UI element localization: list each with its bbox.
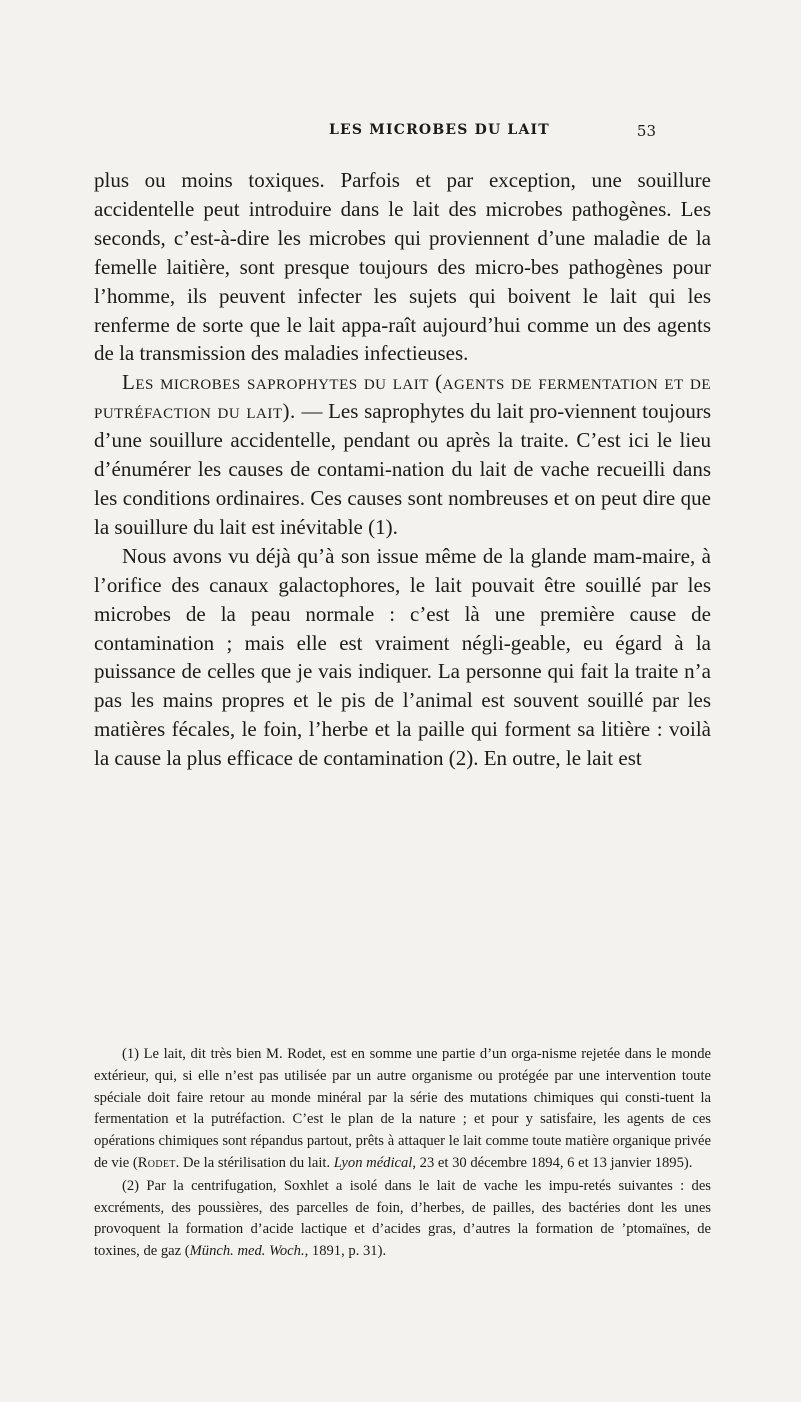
- footnote-2-end: , 1891, p. 31).: [304, 1243, 387, 1260]
- footnote-1: [94, 1044, 711, 1175]
- footnote-2: [94, 1176, 711, 1263]
- section-heading: Les microbes saprophytes du lait (agents de fermentation et de putréfaction du lait).: [94, 370, 711, 424]
- footnote-1-text: (1) Le lait, dit très bien M. Rodet, est en somme une partie d’un orga-nisme rejetée dans le monde extérieur, qui, si elle n’est pas utilisée par un autre organisme ou protégée par une intervention toute spéciale doit faire retour au monde minéral par la série des mutations chimiques qui consti-tuent la fermentation et la putréfaction. C’est le plan de la nature ; et pour y satisfaire, les agents de ces opérations chimiques sont répandus partout, prêts à attaquer le lait comme toute matière organique privée de vie (: [94, 1046, 711, 1171]
- running-title: LES MICROBES DU LAIT: [329, 122, 550, 138]
- page-number: 53: [636, 122, 656, 140]
- footnote-2-journal: Münch. med. Woch.: [189, 1243, 305, 1260]
- paragraph-3: Nous avons vu déjà qu’à son issue même de la glande mam-maire, à l’orifice des canaux galactophores, le lait pouvait être souillé par les microbes de la peau normale : c’est là une première cause de contamination ; mais elle est vraiment négli-geable, eu égard à la puissance de celles que je vais indiquer. La personne qui fait la traite n’a pas les mains propres et le pis de l’animal est souvent souillé par les matières fécales, le foin, l’herbe et la paille qui forment sa litière : voilà la cause la plus efficace de contamination (2). En outre, le lait est: [94, 543, 711, 771]
- paragraph-2-text: — Les saprophytes du lait pro-viennent toujours d’une souillure accidentelle, pendant ou après la traite. C’est ici le lieu d’énumérer les causes de contami-nation du lait de vache recueilli dans les conditions ordinaires. Ces causes sont nombreuses et on peut dire que la souillure du lait est inévitable (1).: [94, 399, 711, 539]
- paragraph-2: [94, 368, 711, 541]
- footnote-1-journal: Lyon médical: [333, 1154, 413, 1171]
- paragraph-1: plus ou moins toxiques. Parfois et par exception, une souillure accidentelle peut introduire dans le lait des microbes pathogènes. Les seconds, c’est-à-dire les microbes qui proviennent d’une maladie de la femelle laitière, sont presque toujours des micro-bes pathogènes pour l’homme, ils peuvent infecter les sujets qui boivent le lait qui les renferme de sorte que le lait appa-raît aujourd’hui comme un des agents de la transmission des maladies infectieuses.: [94, 168, 711, 366]
- footnote-1-end: , 23 et 30 décembre 1894, 6 et 13 janvier 1895).: [412, 1154, 693, 1171]
- footnote-1-author: Rodet: [137, 1154, 176, 1171]
- footnote-2-text: (2) Par la centrifugation, Soxhlet a isolé dans le lait de vache les impu-retés suivantes : des excréments, des poussières, des parcelles de foin, d’herbes, de pailles, des bactéries dont les unes provoquent la formation d’acide lactique et d’acides gras, d’autres la formation de ’ptomaïnes, de toxines, de gaz (: [94, 1177, 711, 1260]
- footnote-1-title: . De la stérilisation du lait.: [175, 1154, 334, 1171]
- footnotes: [94, 1044, 711, 1263]
- main-text: [94, 166, 711, 773]
